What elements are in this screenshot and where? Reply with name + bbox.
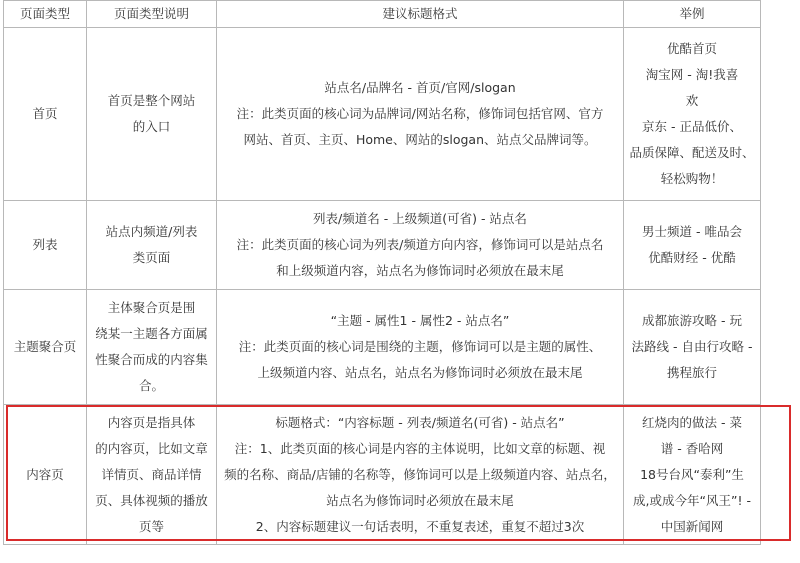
desc-cell xyxy=(87,28,217,201)
format-line: 频的名称、商品/店铺的名称等，修饰词可以是上级频道内容、站点名， xyxy=(224,466,616,482)
format-cell xyxy=(217,28,624,201)
desc-line: 站点内频道/列表 xyxy=(105,224,198,239)
example-line: 成,或成今年“风王”! - xyxy=(633,492,751,508)
format-line: 注：此类页面的核心词为品牌词/网站名称，修饰词包括官网、官方 xyxy=(236,106,604,121)
example-line: 品质保障、配送及时、 xyxy=(629,145,755,160)
example-line: 欢 xyxy=(685,93,699,108)
example-line: 优酷财经 - 优酷 xyxy=(648,250,736,265)
desc-line: 页等 xyxy=(138,518,164,534)
format-line: 站点名/品牌名 - 首页/官网/slogan xyxy=(324,80,516,95)
example-line: 京东 - 正品低价、 xyxy=(642,119,742,134)
example-cell xyxy=(624,290,761,405)
example-line: 中国新闻网 xyxy=(660,518,724,534)
desc-line: 页、具体视频的播放 xyxy=(95,492,208,508)
desc-line: 性聚合而成的内容集 xyxy=(95,352,208,367)
format-line: 列表/频道名 - 上级频道(可省) - 站点名 xyxy=(313,211,527,226)
desc-line: 首页是整个网站 xyxy=(107,93,196,108)
format-line: 网站、首页、主页、Home、网站的slogan、站点父品牌词等。 xyxy=(243,132,597,147)
desc-cell xyxy=(87,201,217,290)
desc-line: 合。 xyxy=(138,378,164,393)
header-example: 举例 xyxy=(624,1,761,28)
table-row-content-page xyxy=(4,405,761,545)
format-line: 注：此类页面的核心词是围绕的主题，修饰词可以是主题的属性、 xyxy=(238,339,602,354)
format-line: 2、内容标题建议一句话表明，不重复表述，重复不超过3次 xyxy=(255,518,585,534)
page-type-cell: 主题聚合页 xyxy=(4,290,87,405)
example-cell xyxy=(624,405,761,545)
example-line: 红烧肉的做法 - 菜 xyxy=(642,414,742,430)
page-type-cell: 首页 xyxy=(4,28,87,201)
page-type-cell: 列表 xyxy=(4,201,87,290)
example-line: 谱 - 香哈网 xyxy=(660,440,724,456)
header-row xyxy=(4,1,761,28)
example-line: 淘宝网 - 淘!我喜 xyxy=(645,67,739,82)
format-line: 注：此类页面的核心词为列表/频道方向内容，修饰词可以是站点名 xyxy=(236,237,604,252)
title-format-table xyxy=(3,0,761,545)
format-line: 上级频道内容、站点名，站点名为修饰词时必须放在最末尾 xyxy=(257,365,583,380)
table-row-list xyxy=(4,201,761,290)
desc-line: 详情页、商品详情 xyxy=(101,466,202,482)
header-page-type-desc: 页面类型说明 xyxy=(87,1,217,28)
desc-line: 内容页是指具体 xyxy=(107,414,196,430)
format-cell xyxy=(217,201,624,290)
table-row-homepage xyxy=(4,28,761,201)
example-line: 18号台风“泰利”生 xyxy=(640,466,744,482)
header-title-format: 建议标题格式 xyxy=(217,1,624,28)
format-line: 站点名为修饰词时必须放在最末尾 xyxy=(326,492,514,508)
desc-cell xyxy=(87,290,217,405)
format-cell xyxy=(217,405,624,545)
format-line: 注：1、此类页面的核心词是内容的主体说明，比如文章的标题、视 xyxy=(234,440,606,456)
desc-line: 主体聚合页是围 xyxy=(107,300,196,315)
format-cell xyxy=(217,290,624,405)
desc-line: 的入口 xyxy=(132,119,171,134)
desc-line: 类页面 xyxy=(132,250,171,265)
desc-line: 的内容页，比如文章 xyxy=(95,440,208,456)
example-cell xyxy=(624,28,761,201)
table-row-topic-aggregation xyxy=(4,290,761,405)
example-line: 优酷首页 xyxy=(666,41,717,56)
example-line: 男士频道 - 唯品会 xyxy=(642,224,742,239)
example-line: 法路线 - 自由行攻略 - xyxy=(631,339,753,354)
format-line: “主题 - 属性1 - 属性2 - 站点名” xyxy=(330,313,510,328)
example-line: 携程旅行 xyxy=(666,365,717,380)
example-line: 轻松购物！ xyxy=(660,171,724,186)
desc-line: 绕某一主题各方面属 xyxy=(95,326,208,341)
format-line: 和上级频道内容，站点名为修饰词时必须放在最末尾 xyxy=(276,263,564,278)
page-type-cell: 内容页 xyxy=(4,405,87,545)
format-line: 标题格式：“内容标题 - 列表/频道名(可省) - 站点名” xyxy=(275,414,565,430)
desc-cell xyxy=(87,405,217,545)
example-cell xyxy=(624,201,761,290)
header-page-type: 页面类型 xyxy=(4,1,87,28)
example-line: 成都旅游攻略 - 玩 xyxy=(642,313,742,328)
